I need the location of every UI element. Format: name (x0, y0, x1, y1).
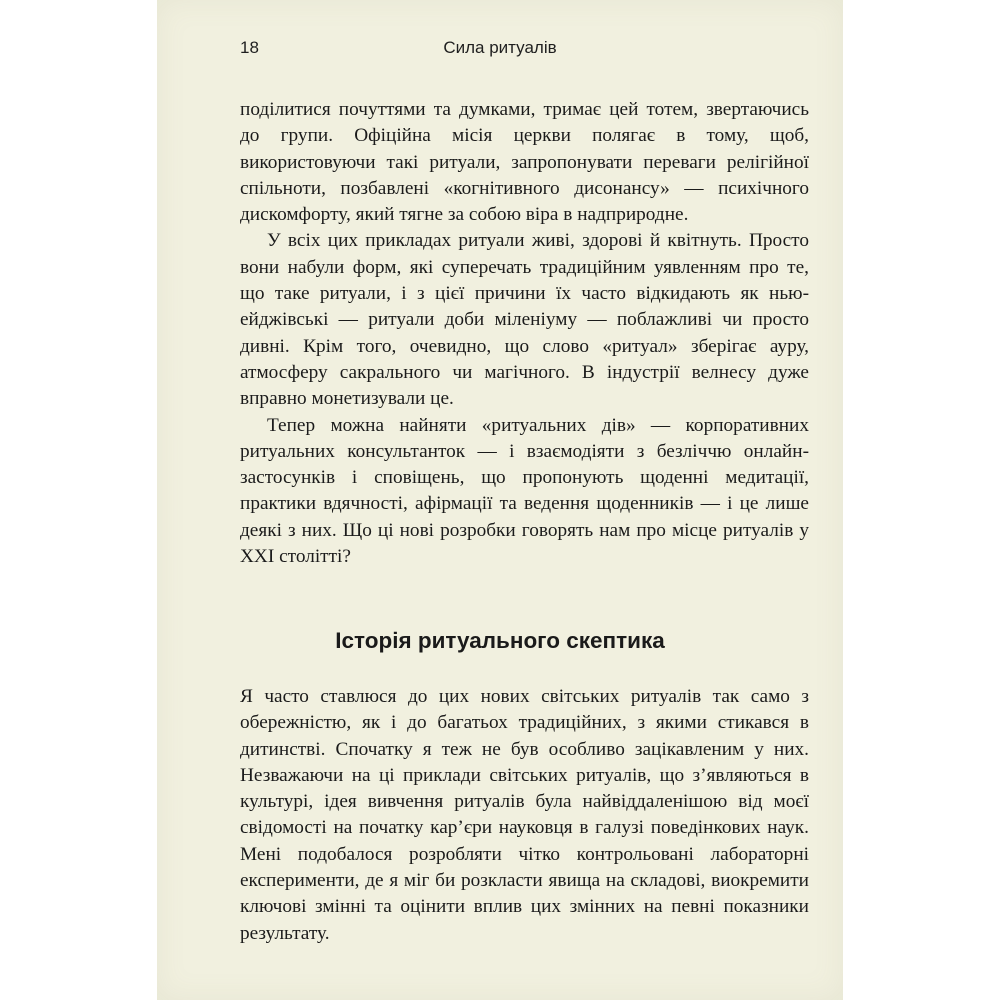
paragraph: Я часто ставлюся до цих нових світських ритуалів так само з обережністю, як і до багатьох традиційних, з якими стикався в дитинстві. Спочатку я теж не був особливо зацікавленим у них. Незважаючи на ці приклади світських ритуалів, що з’являються в культурі, ідея вивчення ритуалів була найвіддаленішою від моєї свідомості на початку кар’єри науковця в галузі поведінкових наук. Мені подобалося розробляти чітко контрольовані лабораторні експерименти, де я міг би розкласти явища на складові, виокремити ключові змінні та оцінити вплив цих змінних на певні показники результату. (240, 686, 809, 944)
body-text-bottom (240, 684, 809, 947)
paragraph: поділитися почуттями та думками, тримає цей тотем, звертаючись до групи. Офіційна місія церкви полягає в тому, щоб, використовуючи такі ритуали, запропонувати переваги релігійної спільноти, позбавлені «когнітивного дисонансу» — психічного дискомфорту, який тягне за собою віра в надприродне. (240, 99, 809, 226)
book-page (157, 0, 843, 1000)
page-number: 18 (240, 38, 259, 57)
running-title: Сила ритуалів (443, 38, 557, 57)
running-head (157, 38, 843, 62)
body-text-top (240, 97, 809, 570)
paragraph: У всіх цих прикладах ритуали живі, здорові й квітнуть. Просто вони набули форм, які суперечать традиційним уявленням про те, що таке ритуали, і з цієї причини їх часто відкидають як нью-ейджівські — ритуали доби міленіуму — поблажливі чи просто дивні. Крім того, очевидно, що слово «ритуал» зберігає ауру, атмосферу сакрального чи магічного. В індустрії велнесу дуже вправно монетизували це. (240, 230, 809, 410)
paragraph: Тепер можна найняти «ритуальних дів» — корпоративних ритуальних консультанток — і взаємодіяти з безліччю онлайн-застосунків і сповіщень, що пропонують щоденні медитації, практики вдячності, афірмації та ведення щоденників — і це лише деякі з них. Що ці нові розробки говорять нам про місце ритуалів у XXI столітті? (240, 414, 809, 568)
section-heading: Історія ритуального скептика (335, 628, 665, 653)
